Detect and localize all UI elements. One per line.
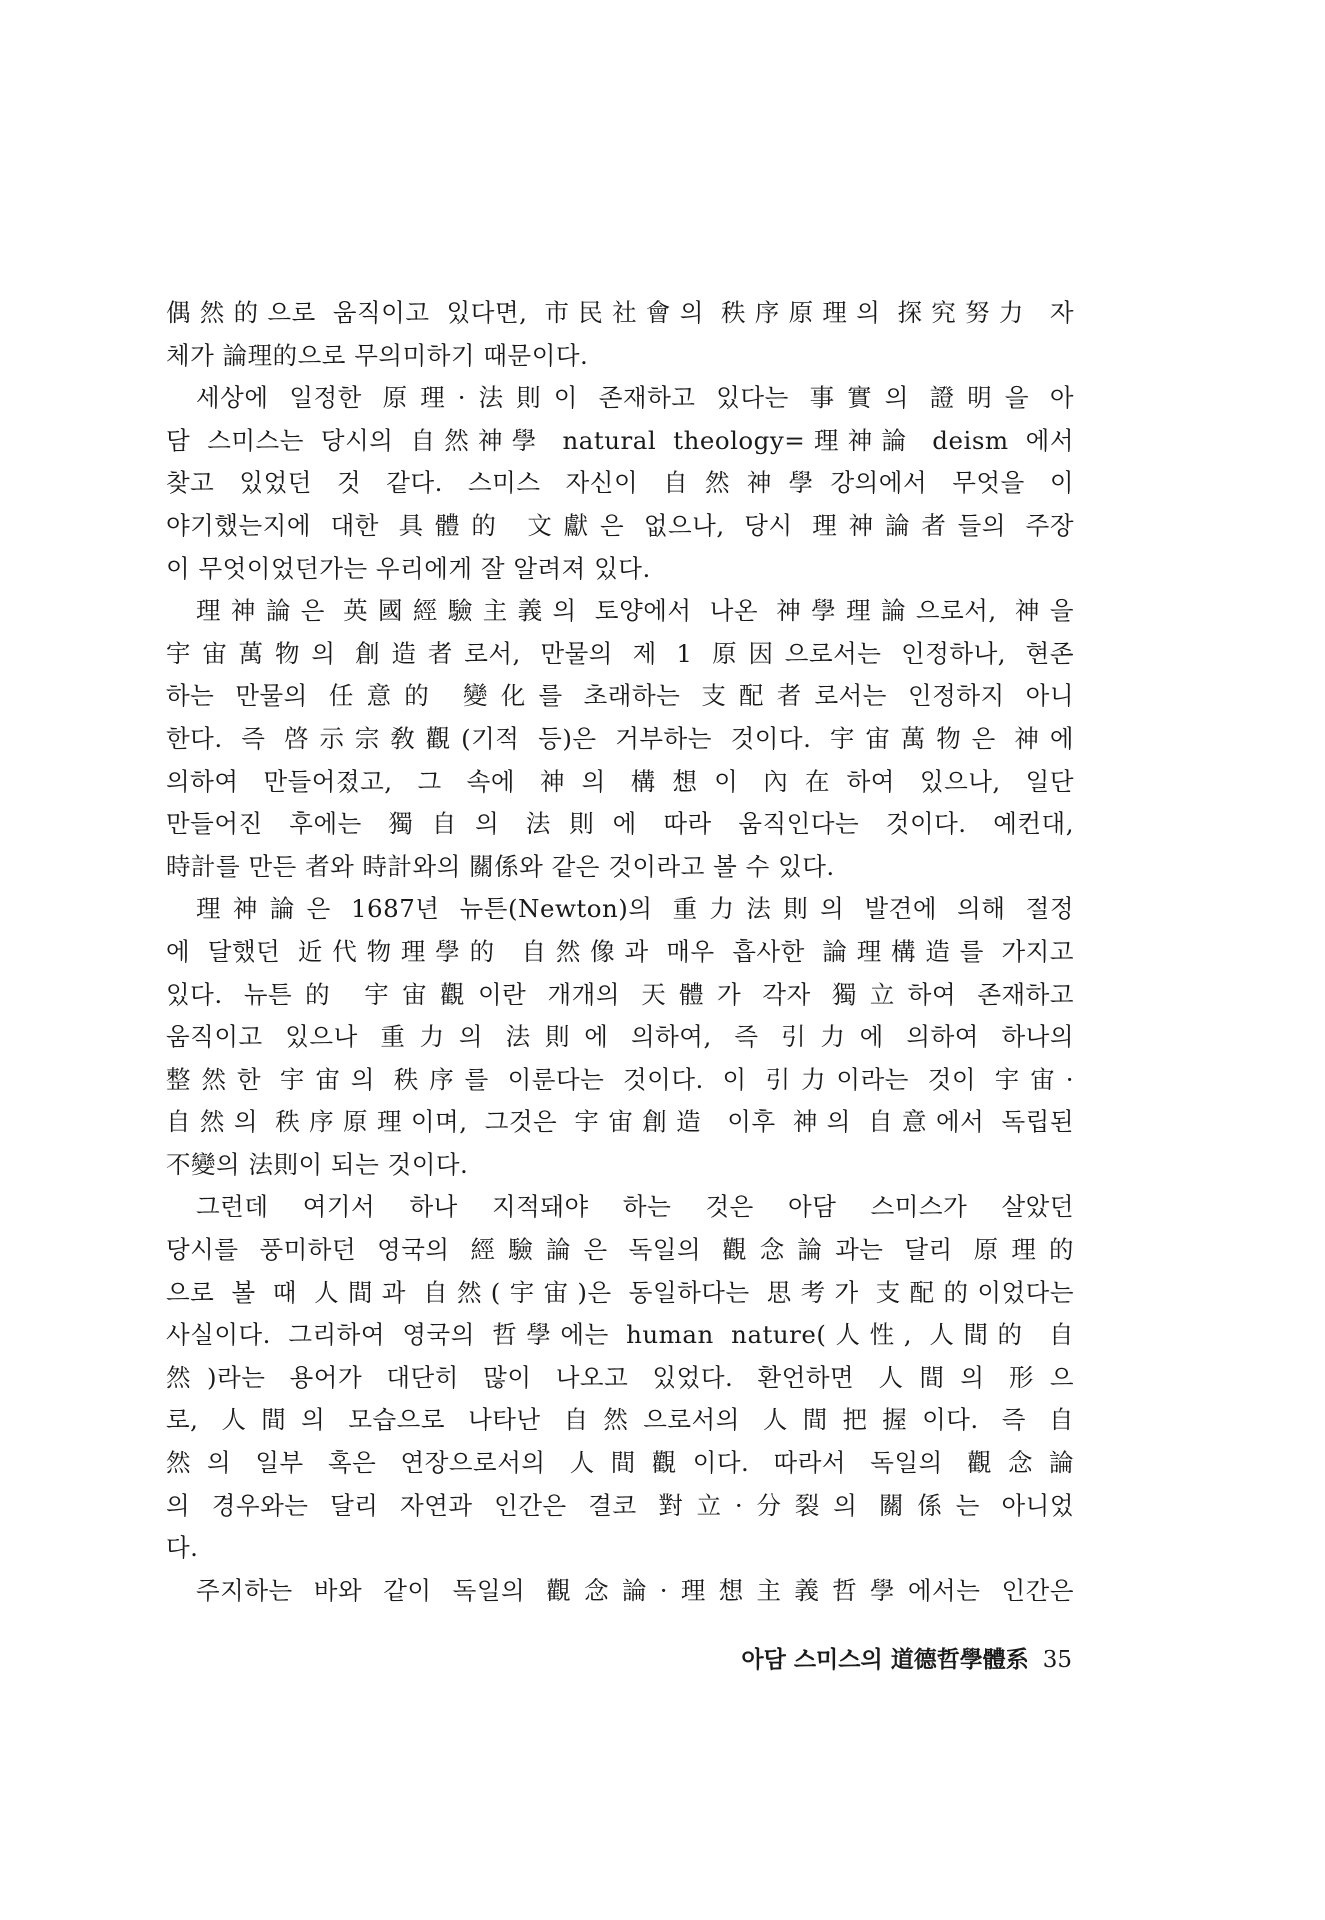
page-number: 35	[1042, 1647, 1072, 1673]
text-line: 사실이다. 그리하여 영국의 哲學에는 human nature(人性, 人間的 自	[166, 1320, 1074, 1350]
text-line: 로, 人間의 모습으로 나타난 自然으로서의 人間把握이다. 즉 自	[166, 1405, 1074, 1435]
text-line: 세상에 일정한 原理·法則이 존재하고 있다는 事實의 證明을 아	[196, 383, 1074, 413]
text-line: 당시를 풍미하던 영국의 經驗論은 독일의 觀念論과는 달리 原理的	[166, 1235, 1074, 1265]
running-footer	[652, 1640, 1072, 1680]
text-line: 宇宙萬物의 創造者로서, 만물의 제 1 原因으로서는 인정하나, 현존	[166, 638, 1074, 668]
text-line: 이 무엇이었던가는 우리에게 잘 알려져 있다.	[166, 553, 651, 583]
text-line: 의 경우와는 달리 자연과 인간은 결코 對立·分裂의 關係는 아니었	[166, 1490, 1074, 1520]
text-line: 다.	[166, 1533, 199, 1563]
text-line: 時計를 만든 者와 時計와의 關係와 같은 것이라고 볼 수 있다.	[166, 851, 835, 881]
text-line: 理神論은 英國經驗主義의 토양에서 나온 神學理論으로서, 神을	[196, 596, 1074, 626]
text-line: 주지하는 바와 같이 독일의 觀念論·理想主義哲學에서는 인간은	[196, 1575, 1074, 1605]
text-line: 偶然的으로 움직이고 있다면, 市民社會의 秩序原理의 探究努力 자	[166, 298, 1074, 327]
text-line: 하는 만물의 任意的 變化를 초래하는 支配者로서는 인정하지 아니	[166, 681, 1074, 711]
footer-title: 아담 스미스의 道德哲學體系	[741, 1646, 1029, 1673]
text-line: 한다. 즉 啓示宗敎觀(기적 등)은 거부하는 것이다. 宇宙萬物은 神에	[166, 723, 1074, 753]
text-line: 에 달했던 近代物理學的 自然像과 매우 흡사한 論理構造를 가지고	[166, 936, 1074, 966]
text-line: 然의 일부 혹은 연장으로서의 人間觀이다. 따라서 독일의 觀念論	[166, 1448, 1074, 1478]
text-line: 理神論은 1687년 뉴튼(Newton)의 重力法則의 발견에 의해 절정	[196, 894, 1074, 924]
text-line: 찾고 있었던 것 같다. 스미스 자신이 自然神學강의에서 무엇을 이	[166, 468, 1074, 498]
text-line: 으로 볼 때 人間과 自然(宇宙)은 동일하다는 思考가 支配的이었다는	[166, 1277, 1074, 1307]
text-line: 체가 論理的으로 무의미하기 때문이다.	[166, 340, 589, 370]
text-line: 담 스미스는 당시의 自然神學 natural theology=理神論 deism 에서	[166, 425, 1074, 455]
text-line: 整然한 宇宙의 秩序를 이룬다는 것이다. 이 引力이라는 것이 宇宙·	[166, 1064, 1074, 1094]
text-line: 의하여 만들어졌고, 그 속에 神의 構想이 內在하여 있으나, 일단	[166, 766, 1074, 796]
text-line: 움직이고 있으나 重力의 法則에 의하여, 즉 引力에 의하여 하나의	[166, 1022, 1074, 1052]
text-line: 不變의 法則이 되는 것이다.	[166, 1149, 469, 1179]
body-text	[166, 292, 1074, 1612]
text-line: 然)라는 용어가 대단히 많이 나오고 있었다. 환언하면 人間의 形으	[166, 1362, 1074, 1392]
text-line: 있다. 뉴튼的 宇宙觀이란 개개의 天體가 각자 獨立하여 존재하고	[166, 979, 1074, 1009]
text-line: 야기했는지에 대한 具體的 文獻은 없으나, 당시 理神論者들의 주장	[166, 510, 1074, 540]
text-line: 만들어진 후에는 獨自의 法則에 따라 움직인다는 것이다. 예컨대,	[166, 809, 1074, 839]
text-line: 自然의 秩序原理이며, 그것은 宇宙創造 이후 神의 自意에서 독립된	[166, 1107, 1074, 1137]
text-line: 그런데 여기서 하나 지적돼야 하는 것은 아담 스미스가 살았던	[196, 1192, 1074, 1222]
